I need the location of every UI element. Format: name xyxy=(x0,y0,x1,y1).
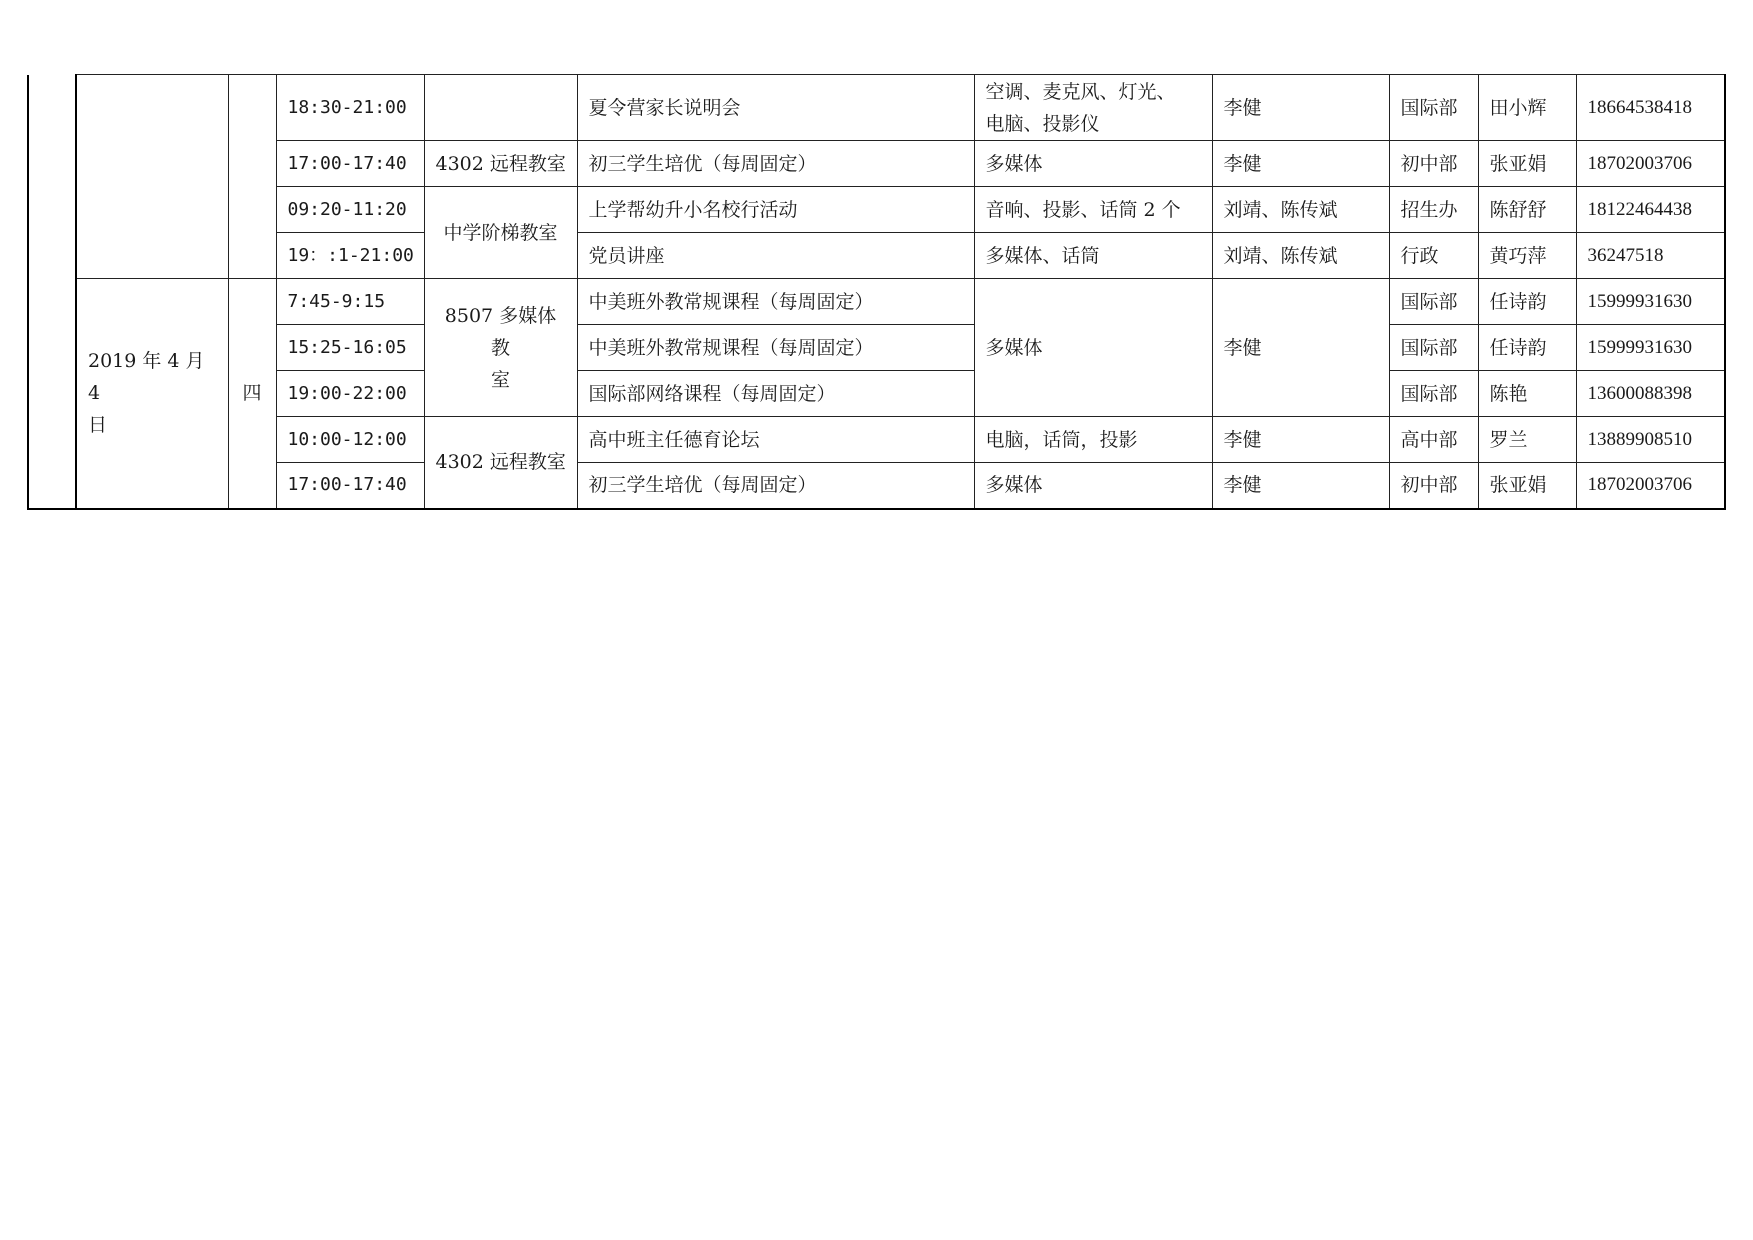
activity-cell: 国际部网络课程（每周固定） xyxy=(577,371,974,417)
room-line: 8507 多媒体教 xyxy=(444,304,557,359)
activity-cell: 党员讲座 xyxy=(577,233,974,279)
tech-staff-cell: 李健 xyxy=(1212,141,1389,187)
room-cell: 4302 远程教室 xyxy=(424,417,577,509)
contact-cell: 张亚娟 xyxy=(1478,141,1576,187)
equipment-cell: 音响、投影、话筒 2 个 xyxy=(974,187,1212,233)
equipment-cell: 多媒体 xyxy=(974,463,1212,509)
table-row xyxy=(28,371,1725,417)
department-cell: 行政 xyxy=(1389,233,1478,279)
time-cell: 17:00-17:40 xyxy=(276,463,424,509)
activity-cell: 初三学生培优（每周固定） xyxy=(577,141,974,187)
room-cell: 中学阶梯教室 xyxy=(424,187,577,279)
contact-cell: 罗兰 xyxy=(1478,417,1576,463)
activity-cell: 中美班外教常规课程（每周固定） xyxy=(577,279,974,325)
table-row xyxy=(28,279,1725,325)
room-cell xyxy=(424,279,577,417)
table-row xyxy=(28,463,1725,509)
contact-cell: 陈艳 xyxy=(1478,371,1576,417)
tech-staff-cell: 李健 xyxy=(1212,417,1389,463)
date-cell xyxy=(76,279,228,509)
phone-cell: 18702003706 xyxy=(1576,141,1725,187)
phone-cell: 18664538418 xyxy=(1576,75,1725,141)
equipment-line: 空调、麦克风、灯光、 xyxy=(985,80,1176,103)
room-cell xyxy=(424,75,577,141)
table-row xyxy=(28,141,1725,187)
equipment-cell: 多媒体、话筒 xyxy=(974,233,1212,279)
department-cell: 初中部 xyxy=(1389,463,1478,509)
contact-cell: 黄巧萍 xyxy=(1478,233,1576,279)
department-cell: 初中部 xyxy=(1389,141,1478,187)
contact-cell: 张亚娟 xyxy=(1478,463,1576,509)
department-cell: 国际部 xyxy=(1389,279,1478,325)
room-cell: 4302 远程教室 xyxy=(424,141,577,187)
phone-cell: 13889908510 xyxy=(1576,417,1725,463)
activity-cell: 上学帮幼升小名校行活动 xyxy=(577,187,974,233)
contact-cell: 陈舒舒 xyxy=(1478,187,1576,233)
tech-staff-cell: 李健 xyxy=(1212,463,1389,509)
contact-cell: 任诗韵 xyxy=(1478,279,1576,325)
contact-cell: 任诗韵 xyxy=(1478,325,1576,371)
department-cell: 国际部 xyxy=(1389,75,1478,141)
time-cell: 17:00-17:40 xyxy=(276,141,424,187)
equipment-line: 电脑、投影仪 xyxy=(985,112,1100,135)
section-column-cell xyxy=(28,75,76,509)
date-line: 2019 年 4 月 4 xyxy=(88,350,205,405)
phone-cell: 15999931630 xyxy=(1576,325,1725,371)
table-row xyxy=(28,417,1725,463)
activity-cell: 中美班外教常规课程（每周固定） xyxy=(577,325,974,371)
time-cell: 18:30-21:00 xyxy=(276,75,424,141)
time-cell: 09:20-11:20 xyxy=(276,187,424,233)
tech-staff-cell: 李健 xyxy=(1212,279,1389,417)
time-cell: 19：:1-21:00 xyxy=(276,233,424,279)
table-row xyxy=(28,233,1725,279)
tech-staff-cell: 刘靖、陈传斌 xyxy=(1212,187,1389,233)
date-cell-continued xyxy=(76,75,228,279)
venue-schedule-table xyxy=(27,74,1726,510)
room-line: 室 xyxy=(490,368,510,391)
phone-cell: 36247518 xyxy=(1576,233,1725,279)
table-row xyxy=(28,75,1725,141)
department-cell: 招生办 xyxy=(1389,187,1478,233)
department-cell: 国际部 xyxy=(1389,371,1478,417)
equipment-cell xyxy=(974,75,1212,141)
time-cell: 15:25-16:05 xyxy=(276,325,424,371)
time-cell: 10:00-12:00 xyxy=(276,417,424,463)
table-row xyxy=(28,325,1725,371)
tech-staff-cell: 刘靖、陈传斌 xyxy=(1212,233,1389,279)
activity-cell: 夏令营家长说明会 xyxy=(577,75,974,141)
phone-cell: 15999931630 xyxy=(1576,279,1725,325)
weekday-cell-continued xyxy=(228,75,276,279)
department-cell: 高中部 xyxy=(1389,417,1478,463)
activity-cell: 高中班主任德育论坛 xyxy=(577,417,974,463)
contact-cell: 田小辉 xyxy=(1478,75,1576,141)
equipment-cell: 电脑，话筒，投影 xyxy=(974,417,1212,463)
table-row xyxy=(28,187,1725,233)
phone-cell: 18122464438 xyxy=(1576,187,1725,233)
department-cell: 国际部 xyxy=(1389,325,1478,371)
phone-cell: 18702003706 xyxy=(1576,463,1725,509)
activity-cell: 初三学生培优（每周固定） xyxy=(577,463,974,509)
equipment-cell: 多媒体 xyxy=(974,279,1212,417)
tech-staff-cell: 李健 xyxy=(1212,75,1389,141)
equipment-cell: 多媒体 xyxy=(974,141,1212,187)
date-line: 日 xyxy=(88,414,108,437)
time-cell: 19:00-22:00 xyxy=(276,371,424,417)
time-cell: 7:45-9:15 xyxy=(276,279,424,325)
phone-cell: 13600088398 xyxy=(1576,371,1725,417)
weekday-cell: 四 xyxy=(228,279,276,509)
